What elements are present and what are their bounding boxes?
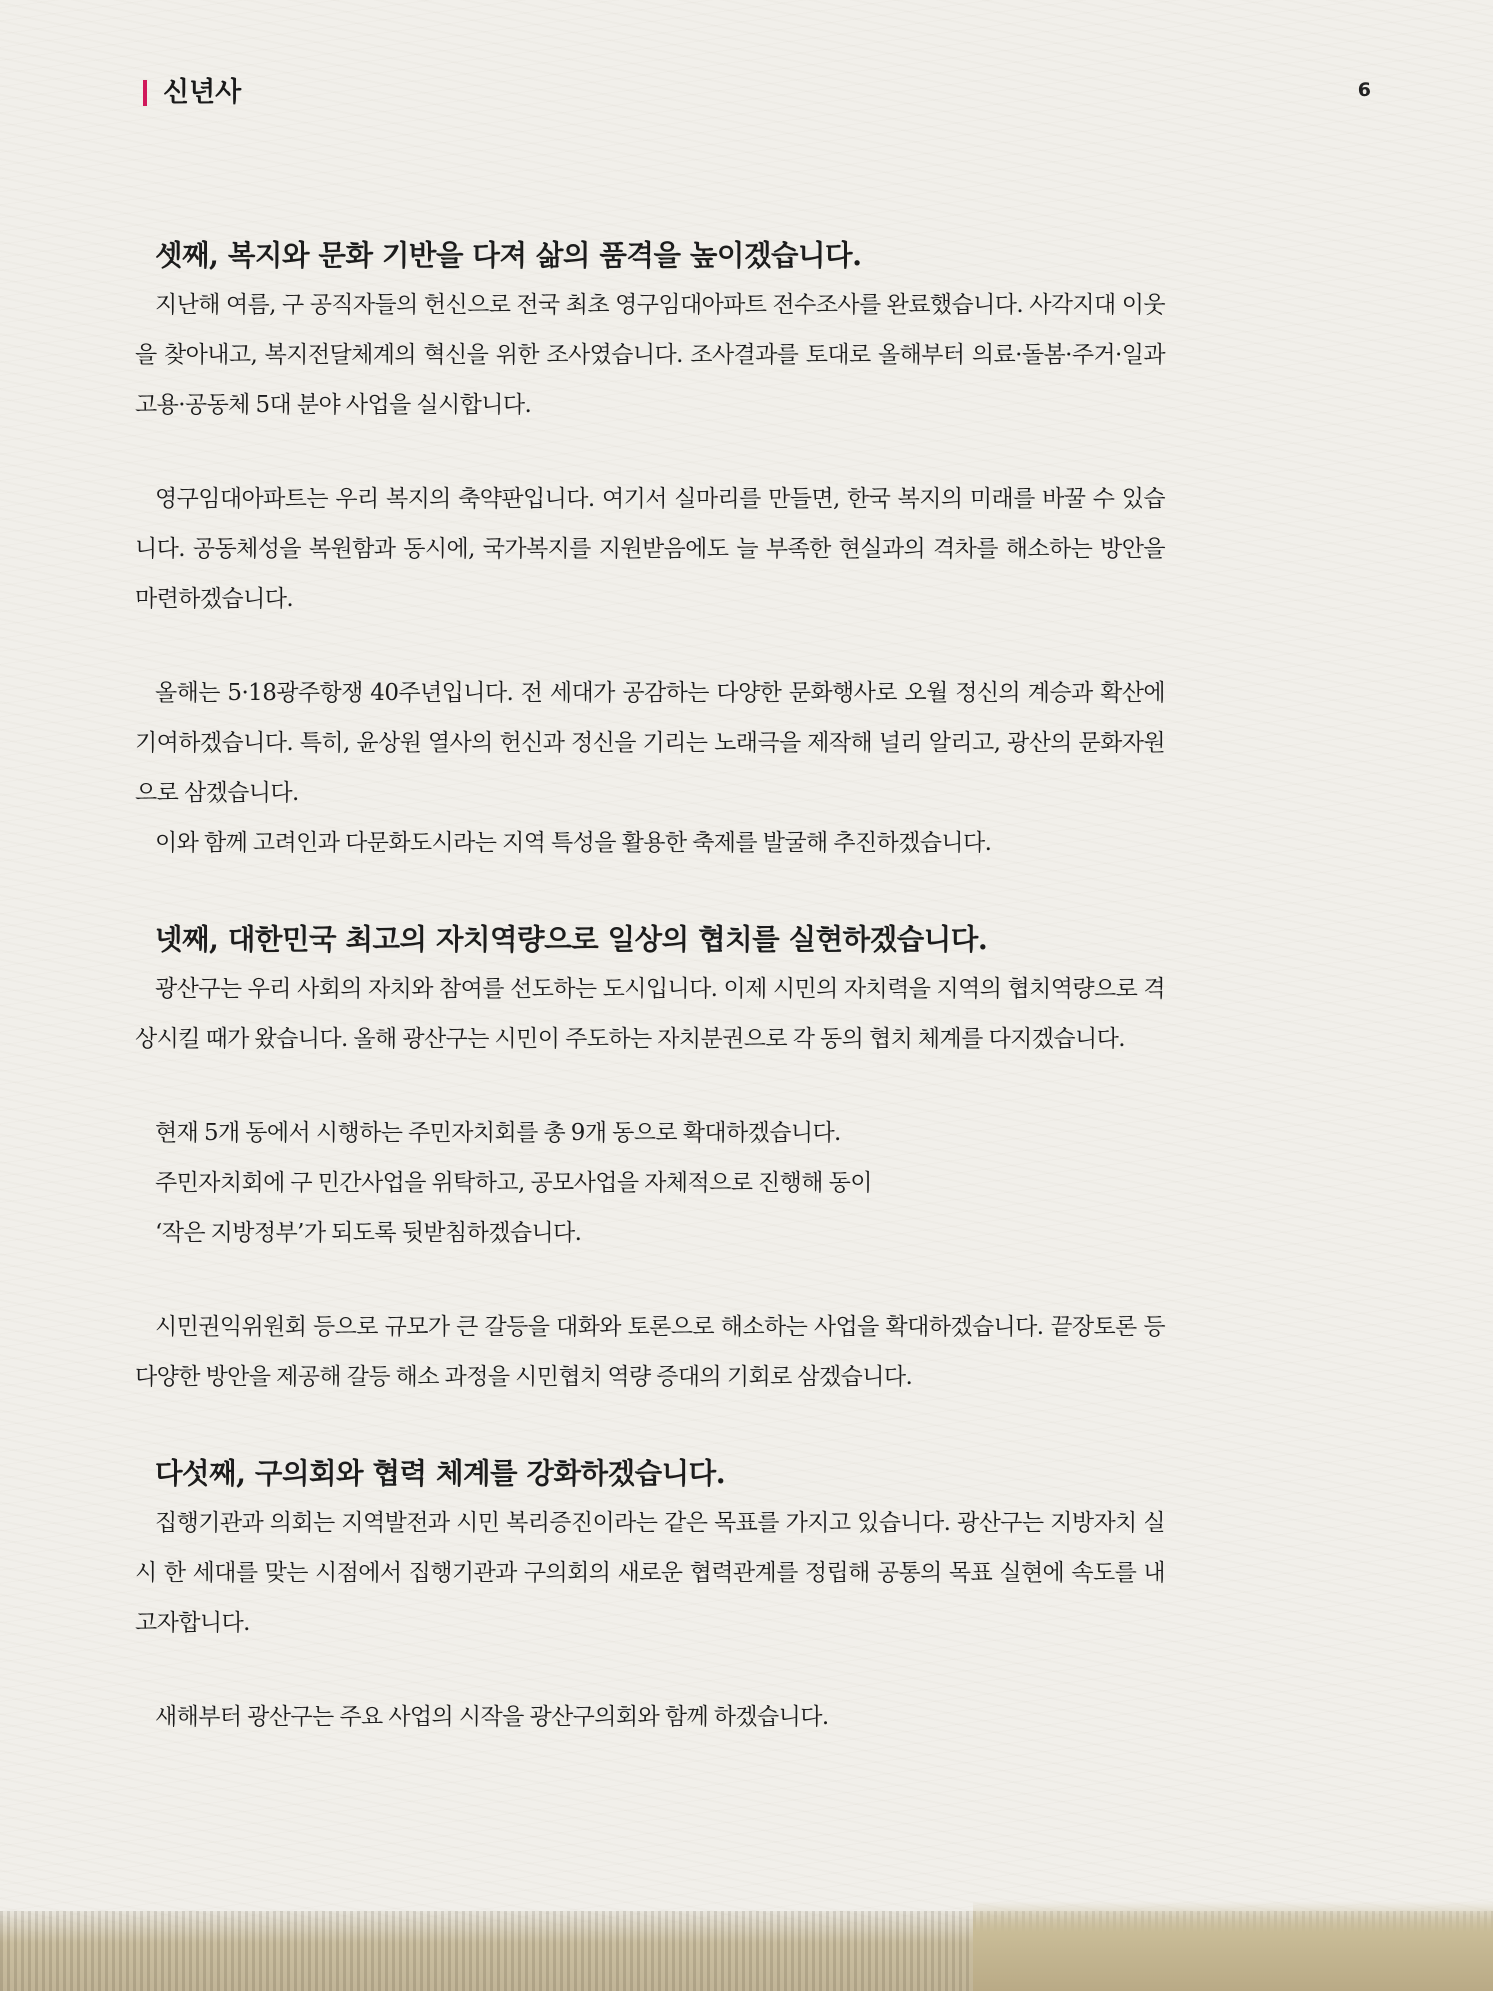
decorative-paper-edge-right bbox=[973, 1901, 1493, 1991]
paragraph: 광산구는 우리 사회의 자치와 참여를 선도하는 도시입니다. 이제 시민의 자치력을 지역의 협치역량으로 격상시킬 때가 왔습니다. 올해 광산구는 시민이 주도하는 자치분권으로 각 동의 협치 체계를 다지겠습니다. bbox=[135, 976, 1165, 1052]
section-heading-self-governance: 넷째, 대한민국 최고의 자치역량으로 일상의 협치를 실현하겠습니다. bbox=[155, 922, 988, 956]
paragraph-line: 현재 5개 동에서 시행하는 주민자치회를 총 9개 동으로 확대하겠습니다. bbox=[155, 1120, 841, 1146]
paragraph: 올해는 5·18광주항쟁 40주년입니다. 전 세대가 공감하는 다양한 문화행사로 오월 정신의 계승과 확산에 기여하겠습니다. 특히, 윤상원 열사의 헌신과 정신을 기리는 노래극을 제작해 널리 알리고, 광산의 문화자원으로 삼겠습니다. bbox=[135, 680, 1165, 806]
page-header bbox=[143, 76, 1373, 116]
paragraph: 새해부터 광산구는 주요 사업의 시작을 광산구의회와 함께 하겠습니다. bbox=[155, 1704, 829, 1730]
paragraph: 집행기관과 의회는 지역발전과 시민 복리증진이라는 같은 목표를 가지고 있습니다. 광산구는 지방자치 실시 한 세대를 맞는 시점에서 집행기관과 구의회의 새로운 협력관계를 정립해 공통의 목표 실현에 속도를 내고자합니다. bbox=[135, 1510, 1165, 1636]
paragraph: 시민권익위원회 등으로 규모가 큰 갈등을 대화와 토론으로 해소하는 사업을 확대하겠습니다. 끝장토론 등 다양한 방안을 제공해 갈등 해소 과정을 시민협치 역량 증대의 기회로 삼겠습니다. bbox=[135, 1314, 1165, 1390]
paragraph: 지난해 여름, 구 공직자들의 헌신으로 전국 최초 영구임대아파트 전수조사를 완료했습니다. 사각지대 이웃을 찾아내고, 복지전달체계의 혁신을 위한 조사였습니다. 조사결과를 토대로 올해부터 의료·돌봄·주거·일과 고용·공동체 5대 분야 사업을 실시합니다. bbox=[135, 292, 1165, 418]
paragraph-line: 주민자치회에 구 민간사업을 위탁하고, 공모사업을 자체적으로 진행해 동이 bbox=[155, 1170, 872, 1196]
header-accent-bar bbox=[143, 80, 147, 106]
document-body bbox=[135, 232, 1165, 1742]
page-number: 6 bbox=[1357, 79, 1371, 101]
paragraph: 이와 함께 고려인과 다문화도시라는 지역 특성을 활용한 축제를 발굴해 추진하겠습니다. bbox=[155, 830, 992, 856]
header-title: 신년사 bbox=[163, 77, 242, 108]
section-heading-council-cooperation: 다섯째, 구의회와 협력 체계를 강화하겠습니다. bbox=[155, 1456, 726, 1490]
paragraph: 영구임대아파트는 우리 복지의 축약판입니다. 여기서 실마리를 만들면, 한국 복지의 미래를 바꿀 수 있습니다. 공동체성을 복원함과 동시에, 국가복지를 지원받음에도 늘 부족한 현실과의 격차를 해소하는 방안을 마련하겠습니다. bbox=[135, 486, 1165, 612]
section-heading-welfare-culture: 셋째, 복지와 문화 기반을 다져 삶의 품격을 높이겠습니다. bbox=[155, 238, 862, 272]
paragraph-line: ‘작은 지방정부’가 되도록 뒷받침하겠습니다. bbox=[155, 1220, 582, 1246]
